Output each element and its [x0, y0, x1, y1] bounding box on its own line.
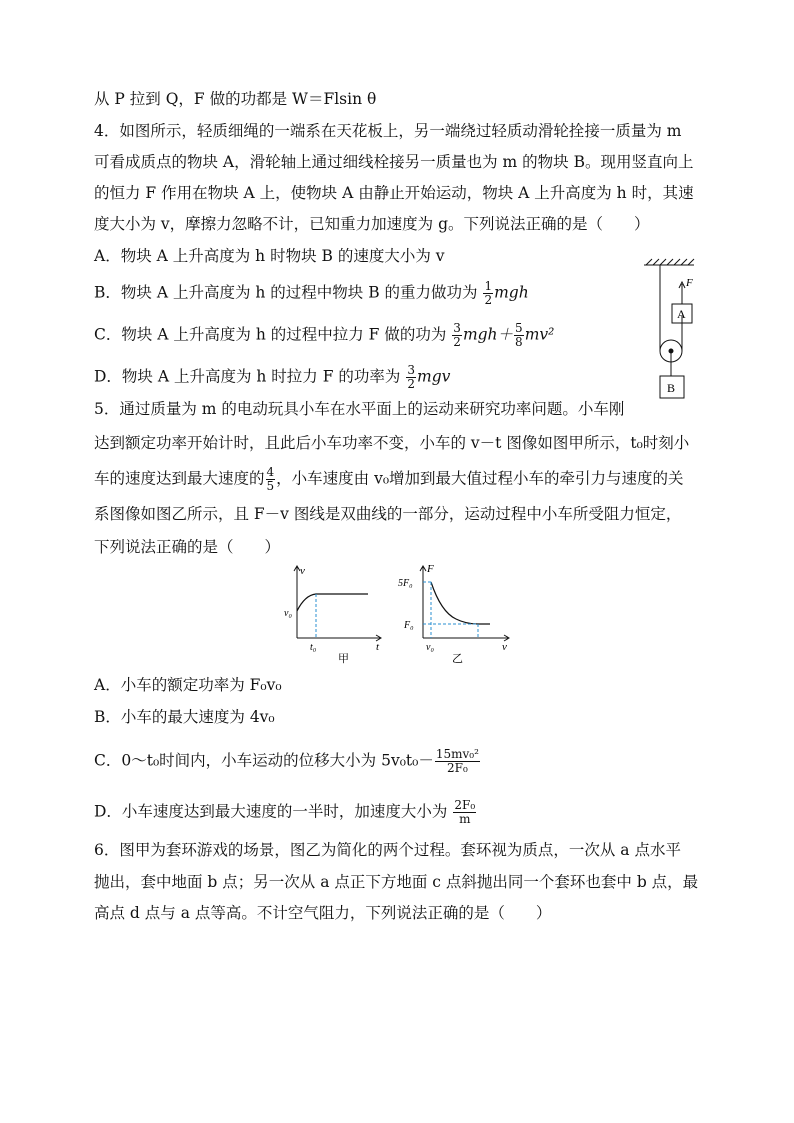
q5-option-d-text: D．小车速度达到最大速度的一半时，加速度大小为	[94, 802, 448, 821]
vt-graph	[280, 558, 390, 668]
q4-option-d	[94, 364, 450, 391]
vt-t0-label: t₀	[310, 642, 317, 653]
numerator: 1	[484, 279, 493, 293]
q5-stem-line-5: 下列说法正确的是（ ）	[94, 538, 281, 556]
q5-option-a: A．小车的额定功率为 F₀v₀	[94, 676, 282, 694]
q4-option-d-text: D．物块 A 上升高度为 h 时拉力 F 的功率为	[94, 367, 401, 386]
fraction	[406, 364, 416, 391]
denominator: 2	[484, 293, 493, 307]
q5-option-c	[94, 748, 481, 775]
denominator: m	[459, 812, 471, 826]
fv-curve	[431, 582, 490, 624]
denominator: 8	[515, 335, 523, 349]
q6-stem-line-2: 抛出，套中地面 b 点；另一次从 a 点正下方地面 c 点斜抛出同一个套环也套中 b 点，最	[94, 873, 699, 891]
numerator: 15mv₀²	[435, 747, 479, 761]
denominator: 2	[407, 377, 415, 391]
vt-xlabel: t	[376, 641, 380, 653]
ceiling-hatch	[646, 259, 694, 265]
fv-v0-label: v₀	[426, 642, 434, 653]
fv-xlabel: v	[502, 641, 507, 653]
q4-option-b-text: B．物块 A 上升高度为 h 的过程中物块 B 的重力做功为	[94, 283, 478, 302]
prev-answer-line: 从 P 拉到 Q，F 做的功都是 W＝Flsin θ	[94, 90, 377, 108]
q5-stem-line-3	[94, 466, 684, 493]
fv-graph	[396, 558, 516, 668]
q5-option-b: B．小车的最大速度为 4v₀	[94, 708, 275, 726]
q5-stem-line-4: 系图像如图乙所示，且 F－v 图线是双曲线的一部分，运动过程中小车所受阻力恒定，	[94, 505, 682, 523]
q5-stem-line-2: 达到额定功率开始计时，且此后小车功率不变，小车的 v－t 图像如图甲所示，t₀时刻小	[94, 434, 690, 452]
q4-option-a: A．物块 A 上升高度为 h 时物块 B 的速度大小为 v	[94, 247, 445, 265]
q4-option-b	[94, 280, 529, 307]
q4-stem-line-3: 的恒力 F 作用在物块 A 上，使物块 A 由静止开始运动，物块 A 上升高度为 h 时，其速	[94, 184, 694, 202]
q5-stem-line-1: 5．通过质量为 m 的电动玩具小车在水平面上的运动来研究功率问题。小车刚	[94, 400, 625, 418]
vt-caption: 甲	[338, 652, 349, 665]
q5-option-d	[94, 799, 477, 826]
q4-option-c-tail: mv²	[524, 325, 555, 344]
force-label: F	[686, 277, 693, 289]
fv-f0-label: F₀	[404, 620, 414, 631]
fraction	[266, 466, 276, 493]
pulley-axle	[669, 349, 673, 353]
q4-stem-line-1: 4．如图所示，轻质细绳的一端系在天花板上，另一端绕过轻质动滑轮拴接一质量为 m	[94, 122, 682, 140]
q5-stem-line-3-tail: ，小车速度由 v₀增加到最大值过程小车的牵引力与速度的关	[276, 469, 684, 488]
q4-stem-line-4: 度大小为 v，摩擦力忽略不计，已知重力加速度为 g。下列说法正确的是（ ）	[94, 215, 650, 233]
block-a-label: A	[677, 307, 686, 321]
fv-ylabel: F	[427, 563, 434, 575]
fv-caption: 乙	[452, 652, 463, 665]
q6-stem-line-1: 6．图甲为套环游戏的场景，图乙为简化的两个过程。套环视为质点，一次从 a 点水平	[94, 841, 681, 859]
block-b-label: B	[667, 381, 676, 395]
q4-option-c	[94, 322, 554, 349]
q6-stem-line-3: 高点 d 点与 a 点等高。不计空气阻力，下列说法正确的是（ ）	[94, 904, 552, 922]
fraction	[514, 322, 524, 349]
vt-v0-label: v₀	[284, 608, 292, 619]
fraction	[453, 799, 476, 826]
numerator: 5	[515, 321, 523, 335]
q5-option-c-text: C．0～t₀时间内，小车运动的位移大小为 5v₀t₀－	[94, 751, 434, 770]
q5-stem-line-3-text: 车的速度达到最大速度的	[94, 469, 265, 488]
q4-option-c-mid: mgh＋	[462, 325, 514, 344]
numerator: 3	[453, 321, 461, 335]
numerator: 4	[266, 465, 275, 479]
fraction	[435, 748, 480, 775]
q4-option-c-text: C．物块 A 上升高度为 h 的过程中拉力 F 做的功为	[94, 325, 447, 344]
numerator: 2F₀	[454, 798, 476, 812]
q4-option-b-tail: mgh	[494, 283, 529, 302]
pulley-diagram	[636, 256, 716, 406]
fraction	[483, 280, 493, 307]
denominator: 2F₀	[447, 761, 468, 775]
fv-5f0-label: 5F₀	[398, 578, 413, 589]
q4-stem-line-2: 可看成质点的物块 A，滑轮轴上通过细线栓接另一质量也为 m 的物块 B。现用竖直向上	[94, 153, 694, 171]
vt-ylabel: v	[300, 565, 305, 577]
q4-option-d-tail: mgv	[417, 367, 451, 386]
denominator: 5	[266, 479, 275, 493]
numerator: 3	[407, 363, 415, 377]
denominator: 2	[453, 335, 461, 349]
fraction	[452, 322, 462, 349]
vt-curve	[297, 594, 368, 611]
